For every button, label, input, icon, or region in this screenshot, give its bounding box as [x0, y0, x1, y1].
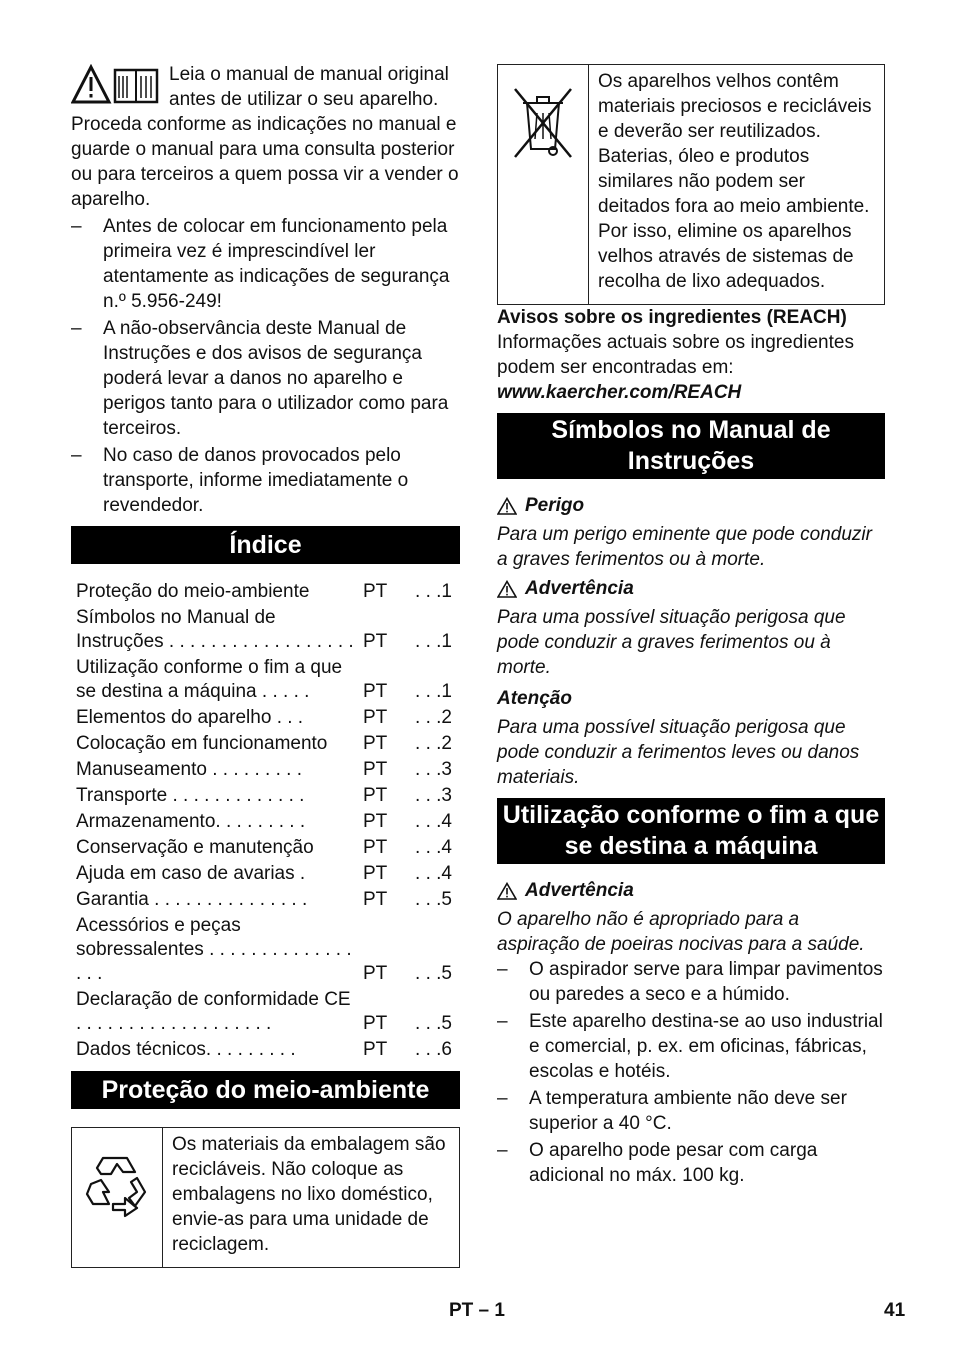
warning-triangle-icon: [497, 882, 517, 900]
table-row: [71, 862, 460, 888]
toc-entry-page: . . .1: [415, 631, 452, 652]
toc-entry-lang: PT: [363, 811, 388, 832]
toc-entry-lang: PT: [363, 785, 388, 806]
table-row: [71, 580, 460, 606]
toc-entry-page: . . .5: [415, 889, 452, 910]
symbols-heading: Símbolos no Manual de Instruções: [497, 413, 885, 479]
toc-entry-title: Proteção do meio-ambiente: [76, 581, 310, 602]
toc-entry-page: . . .3: [415, 759, 452, 780]
intro-block: [71, 62, 460, 212]
toc-entry-lang: PT: [363, 837, 388, 858]
reach-text: Informações actuais sobre os ingredientes podem ser encontradas em:: [497, 332, 854, 378]
warning-triangle-icon: [497, 497, 517, 515]
right-column: [497, 64, 885, 1190]
table-row: [71, 988, 460, 1038]
reach-url[interactable]: www.kaercher.com/REACH: [497, 382, 742, 403]
weee-text: Os aparelhos velhos contêm materiais preciosos e recicláveis e deverão ser reutilizados. Baterias, óleo e produtos similares não podem ser deitados fora ao meio ambiente. Por isso, elimine os aparelhos velhos através de sistemas de recolha de lixo adequados.: [598, 71, 872, 292]
table-row: [71, 888, 460, 914]
table-row: [71, 732, 460, 758]
table-row: [71, 1038, 460, 1064]
toc-entry-title: Dados técnicos. . . . . . . . .: [76, 1039, 296, 1060]
toc-entry-lang: PT: [363, 963, 388, 984]
recycle-icon: [79, 1144, 155, 1220]
toc-entry-title: Símbolos no Manual de Instruções . . . . . . . . . . . . . . . . . .: [76, 607, 354, 652]
toc-entry-lang: PT: [363, 707, 388, 728]
footer-page-number: 41: [884, 1300, 906, 1321]
toc-entry-title: Elementos do aparelho . . .: [76, 707, 304, 728]
list-item: – O aparelho pode pesar com carga adicional no máx. 100 kg.: [497, 1138, 885, 1188]
table-row: [71, 656, 460, 706]
toc-entry-lang: PT: [363, 759, 388, 780]
usage-warning-text: O aparelho não é apropriado para a aspiração de poeiras nocivas para a saúde.: [497, 909, 865, 955]
usage-warning-label-row: [497, 878, 885, 903]
warning-label: Advertência: [525, 578, 634, 599]
environment-heading: Proteção do meio-ambiente: [71, 1071, 460, 1109]
toc-entry-title: Armazenamento. . . . . . . . .: [76, 811, 306, 832]
recycling-box: [71, 1127, 460, 1268]
intro-bullets: [71, 214, 460, 518]
table-row: [71, 914, 460, 988]
danger-label-row: [497, 493, 885, 518]
toc-entry-page: . . .4: [415, 863, 452, 884]
toc-entry-page: . . .1: [415, 581, 452, 602]
toc-entry-title: Colocação em funcionamento: [76, 733, 328, 754]
toc-entry-title: Transporte . . . . . . . . . . . . .: [76, 785, 305, 806]
table-row: [71, 784, 460, 810]
toc-entry-page: . . .1: [415, 681, 452, 702]
toc-entry-lang: PT: [363, 581, 388, 602]
toc-entry-title: Garantia . . . . . . . . . . . . . . .: [76, 889, 308, 910]
toc-entry-page: . . .6: [415, 1039, 452, 1060]
list-item: – Este aparelho destina-se ao uso industrial e comercial, p. ex. em oficinas, fábricas, escolas e hotéis.: [497, 1009, 885, 1084]
toc-entry-lang: PT: [363, 733, 388, 754]
toc-entry-page: . . .3: [415, 785, 452, 806]
usage-bullets: [497, 957, 885, 1188]
toc-entry-page: . . .5: [415, 963, 452, 984]
list-item: – O aspirador serve para limpar pavimentos ou paredes a seco e a húmido.: [497, 957, 885, 1007]
intro-paragraph: Leia o manual de manual original antes de utilizar o seu aparelho. Proceda conforme as indicações no manual e guarde o manual para uma consulta posterior ou para terceiros a quem possa vir a vender o aparelho.: [71, 64, 459, 210]
recycling-text: Os materiais da embalagem são recicláveis. Não coloque as embalagens no lixo doméstico, envie-as para uma unidade de reciclagem.: [172, 1134, 446, 1255]
toc-entry-title: Acessórios e peças sobressalentes . . . . . . . . . . . . . . . . .: [76, 915, 352, 984]
toc-entry-lang: PT: [363, 1039, 388, 1060]
danger-text: Para um perigo eminente que pode conduzir a graves ferimentos ou à morte.: [497, 524, 872, 570]
toc-entry-page: . . .4: [415, 837, 452, 858]
toc-entry-page: . . .2: [415, 707, 452, 728]
warning-and-manual-icon: [71, 64, 161, 106]
table-row: [71, 836, 460, 862]
toc-entry-title: Conservação e manutenção: [76, 837, 314, 858]
index-heading: Índice: [71, 526, 460, 564]
caution-text: Para uma possível situação perigosa que pode conduzir a ferimentos leves ou danos materiais.: [497, 717, 860, 788]
usage-heading: Utilização conforme o fim a que se destina a máquina: [497, 798, 885, 864]
toc-entry-title: Utilização conforme o fim a que se destina a máquina . . . . .: [76, 657, 343, 702]
toc-entry-lang: PT: [363, 1013, 388, 1034]
toc-entry-title: Declaração de conformidade CE . . . . . . . . . . . . . . . . . . .: [76, 989, 351, 1034]
toc-entry-lang: PT: [363, 681, 388, 702]
toc-entry-lang: PT: [363, 631, 388, 652]
footer-language-page: PT – 1: [449, 1300, 505, 1321]
weee-box: [497, 64, 885, 305]
toc-entry-page: . . .4: [415, 811, 452, 832]
danger-label: Perigo: [525, 495, 585, 516]
table-row: [71, 810, 460, 836]
table-row: [71, 706, 460, 732]
toc-entry-lang: PT: [363, 863, 388, 884]
list-item: – A temperatura ambiente não deve ser superior a 40 °C.: [497, 1086, 885, 1136]
left-column: [71, 62, 460, 1268]
usage-warning-label: Advertência: [525, 880, 634, 901]
crossed-bin-icon: [511, 83, 575, 163]
recycling-icon-cell: [72, 1128, 163, 1267]
reach-heading: Avisos sobre os ingredientes (REACH): [497, 307, 847, 328]
toc-entry-page: . . .2: [415, 733, 452, 754]
warning-triangle-icon: [497, 580, 517, 598]
table-row: [71, 758, 460, 784]
list-item: – A não-observância deste Manual de Instruções e dos avisos de segurança poderá levar a danos no aparelho e perigos tanto para o utilizador como para terceiros.: [71, 316, 460, 441]
toc-entry-title: Manuseamento . . . . . . . . .: [76, 759, 302, 780]
table-of-contents: [71, 580, 460, 1064]
list-item: – Antes de colocar em funcionamento pela primeira vez é imprescindível ler atentamente as indicações de segurança n.º 5.956-249!: [71, 214, 460, 314]
toc-entry-page: . . .5: [415, 1013, 452, 1034]
table-row: [71, 606, 460, 656]
warning-text: Para uma possível situação perigosa que pode conduzir a graves ferimentos ou à morte.: [497, 607, 846, 678]
warning-label-row: [497, 576, 885, 601]
caution-label: Atenção: [497, 688, 572, 709]
weee-icon-cell: [498, 65, 589, 304]
list-item: – No caso de danos provocados pelo transporte, informe imediatamente o revendedor.: [71, 443, 460, 518]
toc-entry-lang: PT: [363, 889, 388, 910]
toc-entry-title: Ajuda em caso de avarias .: [76, 863, 306, 884]
